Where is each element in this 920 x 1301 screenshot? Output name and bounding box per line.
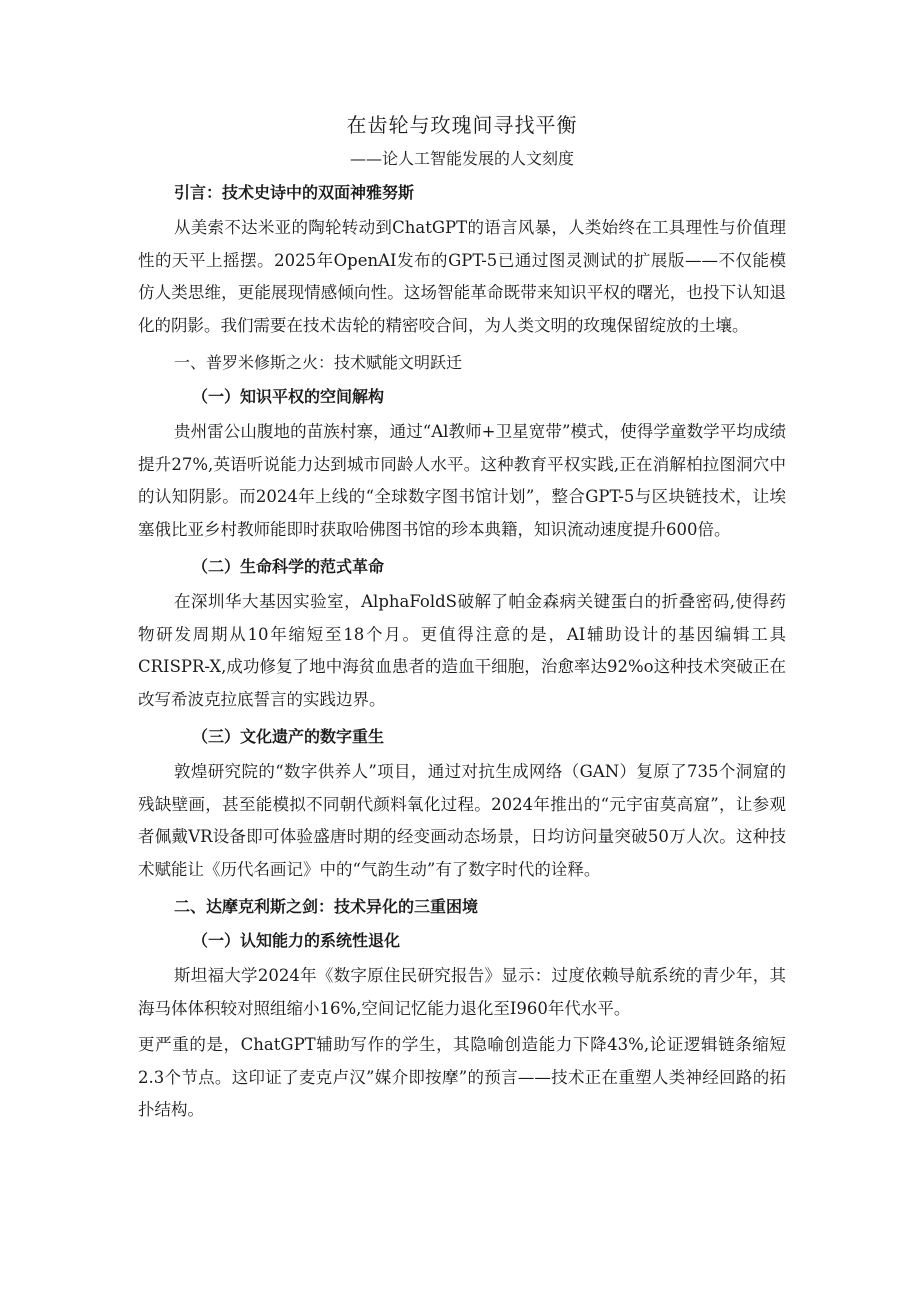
section1-sub2-heading: （二）生命科学的范式革命 [192, 557, 385, 576]
section2-sub1-paragraph1: 斯坦福大学2024年《数字原住民研究报告》显示：过度依赖导航系统的青少年，其海马体体积较对照组缩小16%,空间记忆能力退化至I960年代水平。 [138, 966, 786, 1018]
document-page [138, 110, 786, 1131]
section1-sub2-paragraph: 在深圳华大基因实验室，AlphaFoldS破解了帕金森病关键蛋白的折叠密码,使得药物研发周期从10年缩短至18个月。更值得注意的是，AI辅助设计的基因编辑工具CRISPR-X,成功修复了地中海贫血患者的造血干细胞，治愈率达92%o这种技术突破正在改写希波克拉底誓言的实践边界。 [138, 592, 786, 709]
section2-heading: 二、达摩克利斯之剑：技术异化的三重困境 [174, 897, 479, 916]
document-subtitle: ——论人工智能发展的人文刻度 [349, 149, 574, 168]
section1-sub1-heading: （一）知识平权的空间解构 [192, 387, 385, 406]
section2-sub1-paragraph2: 更严重的是，ChatGPT辅助写作的学生，其隐喻创造能力下降43%,论证逻辑链条缩短2.3个节点。这印证了麦克卢汉”媒介即按摩”的预言——技术正在重塑人类神经回路的拓扑结构。 [138, 1035, 786, 1119]
intro-heading: 引言：技术史诗中的双面神雅努斯 [174, 183, 415, 202]
section1-sub3-heading: （三）文化遗产的数字重生 [192, 727, 385, 746]
section2-sub1-heading: （一）认知能力的系统性退化 [192, 931, 401, 950]
intro-paragraph: 从美索不达米亚的陶轮转动到ChatGPT的语言风暴，人类始终在工具理性与价值理性的天平上摇摆。2025年OpenAI发布的GPT-5已通过图灵测试的扩展版——不仅能模仿人类思维，更能展现情感倾向性。这场智能革命既带来知识平权的曙光，也投下认知退化的阴影。我们需要在技术齿轮的精密咬合间，为人类文明的玫瑰保留绽放的土壤。 [138, 218, 786, 335]
section1-sub3-paragraph: 敦煌研究院的“数字供养人”项目，通过对抗生成网络（GAN）复原了735个洞窟的残缺壁画，甚至能模拟不同朝代颜料氧化过程。2024年推出的“元宇宙莫高窟”，让参观者佩戴VR设备即可体验盛唐时期的经变画动态场景，日均访问量突破50万人次。这种技术赋能让《历代名画记》中的“气韵生动”有了数字时代的诠释。 [138, 762, 786, 879]
section1-sub1-paragraph: 贵州雷公山腹地的苗族村寨，通过“Al教师+卫星宽带”模式，使得学童数学平均成绩提升27%,英语听说能力达到城市同龄人水平。这种教育平权实践,正在消解柏拉图洞穴中的认知阴影。而2024年上线的“全球数字图书馆计划”，整合GPT-5与区块链技术，让埃塞俄比亚乡村教师能即时获取哈佛图书馆的珍本典籍，知识流动速度提升600倍。 [138, 422, 786, 539]
section1-heading: 一、普罗米修斯之火：技术赋能文明跃迁 [174, 353, 463, 372]
document-title: 在齿轮与玫瑰间寻找平衡 [346, 113, 578, 137]
